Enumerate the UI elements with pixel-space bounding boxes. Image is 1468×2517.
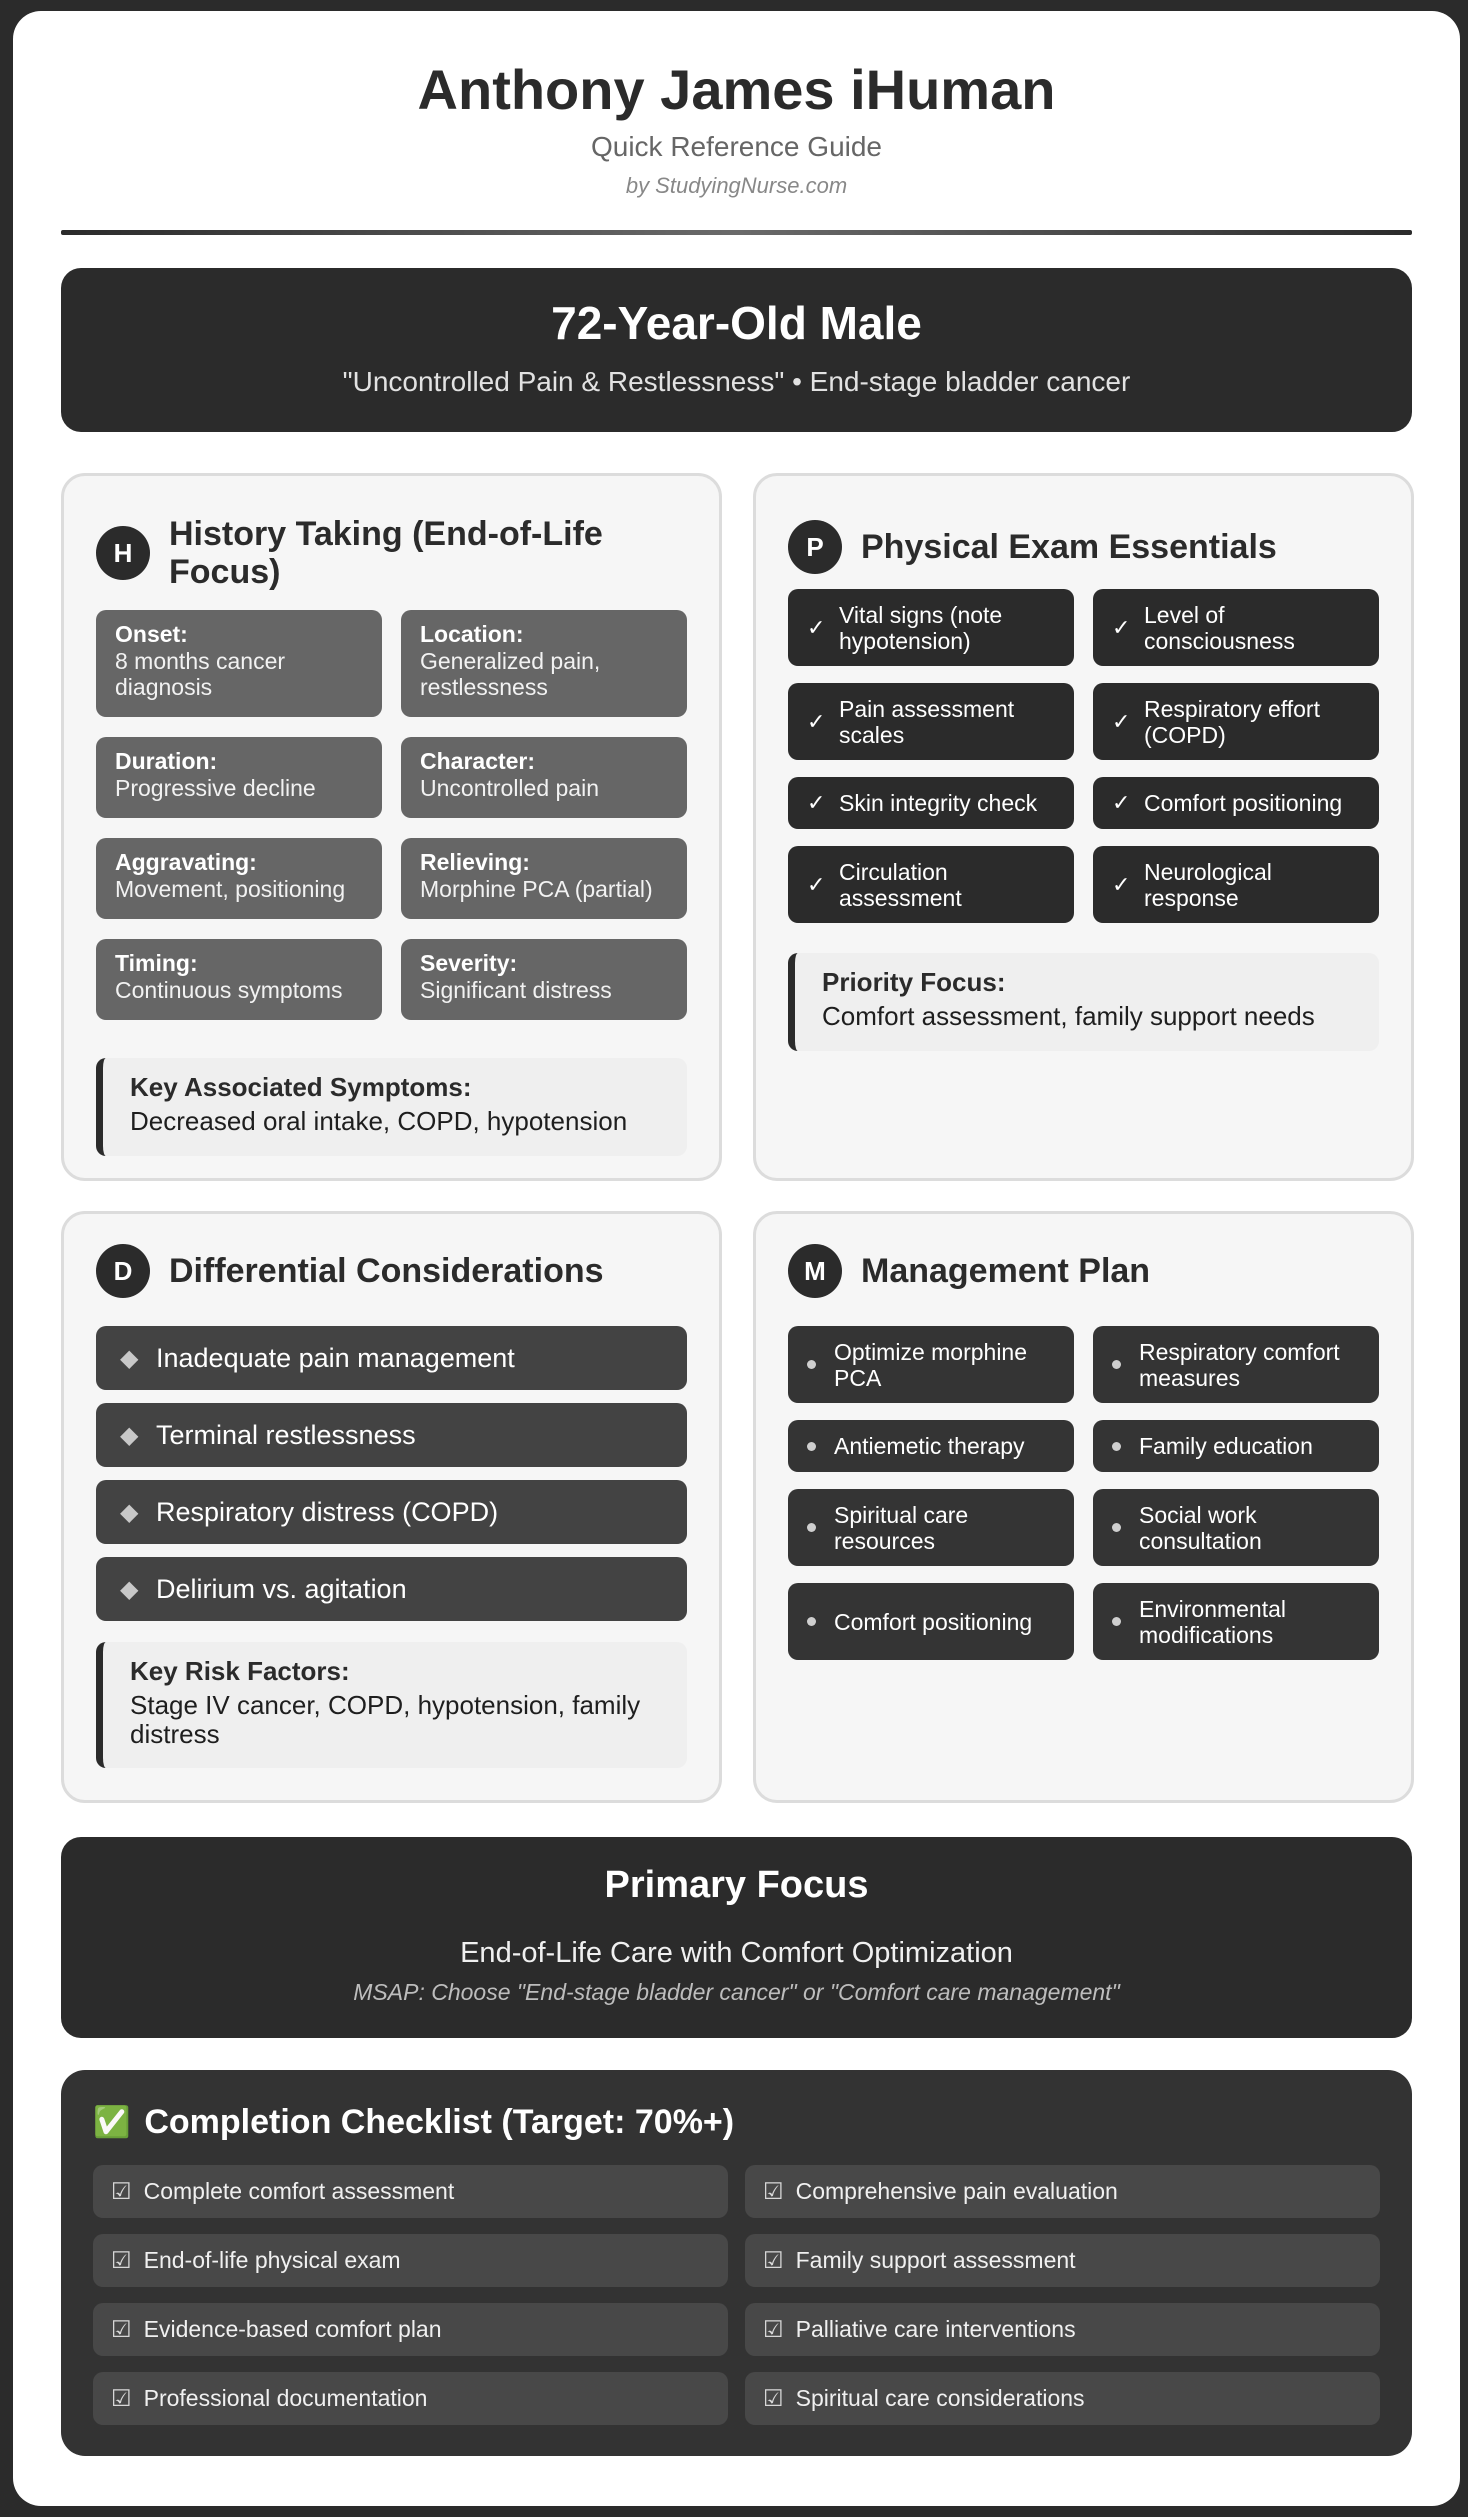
history-title: History Taking (End-of-Life Focus) (169, 515, 603, 591)
history-item-label: Location: (420, 621, 524, 647)
history-item-value: Progressive decline (115, 775, 316, 801)
history-card (61, 473, 722, 1181)
management-item-label: Environmental modifications (1139, 1595, 1287, 1648)
exam-item-label: Pain assessment scales (839, 695, 1015, 748)
checklist-item-label: End-of-life physical exam (143, 2247, 401, 2273)
checklist-item-label: Comprehensive pain evaluation (795, 2178, 1118, 2204)
management-item (1093, 1420, 1379, 1472)
check-icon: ✓ (807, 871, 826, 897)
management-item (1093, 1489, 1379, 1566)
check-icon: ✓ (1112, 614, 1131, 640)
differential-item-label: Delirium vs. agitation (156, 1573, 407, 1604)
history-grid (96, 610, 687, 1020)
history-item-character (401, 737, 687, 818)
management-item (788, 1326, 1074, 1403)
checklist-item (93, 2303, 728, 2356)
checklist-item (745, 2372, 1380, 2425)
history-item-value: Uncontrolled pain (420, 775, 600, 801)
header-divider (61, 230, 1412, 235)
exam-item (788, 683, 1074, 760)
focus-note: MSAP: Choose "End-stage bladder cancer" or "Comfort care management" (353, 1979, 1120, 2005)
diamond-icon: ◆ (120, 1498, 139, 1526)
history-item-relieving (401, 838, 687, 919)
history-item-label: Character: (420, 748, 536, 774)
management-item-label: Optimize morphine PCA (834, 1338, 1028, 1391)
checklist-item (93, 2234, 728, 2287)
patient-summary: "Uncontrolled Pain & Restlessness" • End-stage bladder cancer (342, 366, 1131, 397)
history-badge: H (96, 526, 150, 580)
management-grid (788, 1326, 1379, 1660)
physical-badge: P (788, 520, 842, 574)
exam-item-label: Neurological response (1144, 858, 1272, 911)
management-item-label: Spiritual care resources (834, 1501, 969, 1554)
check-icon: ✓ (807, 790, 826, 815)
differential-item (96, 1326, 687, 1390)
callout-text: Comfort assessment, family support needs (822, 1001, 1315, 1031)
exam-item-label: Vital signs (note hypotension) (839, 601, 1003, 654)
exam-item-label: Skin integrity check (839, 790, 1038, 816)
differential-list (96, 1326, 687, 1634)
patient-title-text: 72-Year-Old Male (551, 297, 922, 349)
history-item-duration (96, 737, 382, 818)
checkbox-icon: ☑ (763, 2385, 784, 2411)
history-item-label: Timing: (115, 950, 198, 976)
physical-exam-card (753, 473, 1414, 1181)
checkbox-icon: ☑ (111, 2316, 132, 2342)
exam-item (788, 777, 1074, 829)
differential-badge: D (96, 1244, 150, 1298)
exam-item (788, 846, 1074, 923)
page-title: Anthony James iHuman (417, 58, 1056, 121)
differential-item (96, 1403, 687, 1467)
diamond-icon: ◆ (120, 1421, 139, 1449)
page-subtitle: Quick Reference Guide (590, 131, 883, 162)
checkbox-icon: ☑ (111, 2247, 132, 2273)
management-item (788, 1420, 1074, 1472)
management-item-label: Family education (1139, 1433, 1313, 1459)
history-item-value: Significant distress (420, 977, 612, 1003)
exam-item (1093, 589, 1379, 666)
check-icon: ✓ (807, 614, 826, 640)
checkbox-icon: ☑ (763, 2316, 784, 2342)
checklist-item (745, 2234, 1380, 2287)
checklist-item (745, 2165, 1380, 2218)
exam-item (1093, 846, 1379, 923)
check-icon: ✓ (807, 708, 826, 734)
callout-text: Stage IV cancer, COPD, hypotension, family distress (130, 1690, 641, 1749)
associated-symptoms-callout (96, 1058, 687, 1156)
physical-card-header (788, 520, 1387, 574)
bullet-icon (1112, 1442, 1121, 1451)
management-item-label: Respiratory comfort measures (1139, 1338, 1340, 1391)
bullet-icon (1112, 1617, 1121, 1626)
checkbox-icon: ☑ (111, 2385, 132, 2411)
history-item-label: Relieving: (420, 849, 530, 875)
history-item-label: Severity: (420, 950, 518, 976)
checklist-grid (93, 2165, 1380, 2425)
history-item-location (401, 610, 687, 717)
check-mark-icon: ✅ (93, 2106, 131, 2139)
history-item-value: Generalized pain, restlessness (420, 648, 601, 700)
differential-item-label: Terminal restlessness (156, 1419, 416, 1450)
management-item-label: Antiemetic therapy (834, 1433, 1025, 1459)
management-item (1093, 1583, 1379, 1660)
priority-focus-callout (788, 953, 1379, 1051)
bullet-icon (807, 1360, 816, 1369)
history-item-onset (96, 610, 382, 717)
checkbox-icon: ☑ (763, 2247, 784, 2273)
management-item-label: Comfort positioning (834, 1608, 1033, 1635)
risk-factors-callout (96, 1642, 687, 1768)
checklist-item (93, 2372, 728, 2425)
bullet-icon (807, 1442, 816, 1451)
management-item (1093, 1326, 1379, 1403)
history-item-severity (401, 939, 687, 1020)
history-item-value: 8 months cancer diagnosis (115, 648, 286, 700)
history-card-header (96, 515, 695, 591)
byline: by StudyingNurse.com (625, 173, 848, 198)
checklist-item (745, 2303, 1380, 2356)
differential-title: Differential Considerations (169, 1252, 604, 1290)
physical-title: Physical Exam Essentials (861, 528, 1277, 566)
history-item-label: Onset: (115, 621, 188, 647)
bullet-icon (807, 1617, 816, 1626)
history-item-label: Aggravating: (115, 849, 257, 875)
callout-title: Priority Focus: (822, 967, 1006, 997)
exam-item (1093, 777, 1379, 829)
focus-title-text: Primary Focus (604, 1864, 869, 1906)
focus-subtitle: End-of-Life Care with Comfort Optimization (460, 1937, 1013, 1969)
checkbox-icon: ☑ (111, 2178, 132, 2204)
checklist-item-label: Evidence-based comfort plan (143, 2316, 442, 2342)
management-card (753, 1211, 1414, 1803)
management-item-label: Social work consultation (1139, 1501, 1262, 1554)
checklist-item-label: Palliative care interventions (795, 2316, 1076, 2342)
check-icon: ✓ (1112, 708, 1131, 734)
exam-item-label: Comfort positioning (1144, 790, 1343, 816)
focus-title (61, 1864, 1412, 1907)
management-badge: M (788, 1244, 842, 1298)
differential-item-label: Inadequate pain management (156, 1342, 515, 1373)
differential-item (96, 1557, 687, 1621)
exam-item (1093, 683, 1379, 760)
checklist-title-text: Completion Checklist (Target: 70%+) (144, 2103, 735, 2141)
diamond-icon: ◆ (120, 1575, 139, 1603)
history-item-timing (96, 939, 382, 1020)
management-item (788, 1489, 1074, 1566)
check-icon: ✓ (1112, 871, 1131, 897)
bullet-icon (1112, 1360, 1121, 1369)
checklist-item-label: Complete comfort assessment (143, 2178, 455, 2204)
differential-item-label: Respiratory distress (COPD) (156, 1496, 499, 1527)
checklist-item-label: Professional documentation (143, 2385, 428, 2411)
bullet-icon (1112, 1523, 1121, 1532)
history-item-aggravating (96, 838, 382, 919)
checklist-item (93, 2165, 728, 2218)
history-item-value: Morphine PCA (partial) (420, 876, 653, 902)
primary-focus-banner (61, 1837, 1412, 2038)
management-card-header (788, 1244, 1387, 1298)
physical-grid (788, 589, 1379, 923)
management-title: Management Plan (861, 1252, 1151, 1290)
callout-text: Decreased oral intake, COPD, hypotension (130, 1106, 628, 1136)
differential-card-header (96, 1244, 695, 1298)
callout-title: Key Associated Symptoms: (130, 1072, 472, 1102)
exam-item-label: Level of consciousness (1144, 601, 1295, 654)
patient-title (61, 296, 1412, 350)
checklist-item-label: Family support assessment (795, 2247, 1076, 2273)
check-icon: ✓ (1112, 790, 1131, 815)
exam-item-label: Respiratory effort (COPD) (1144, 695, 1320, 748)
history-item-value: Movement, positioning (115, 876, 346, 902)
bullet-icon (807, 1523, 816, 1532)
diamond-icon: ◆ (120, 1344, 139, 1372)
exam-item (788, 589, 1074, 666)
differential-item (96, 1480, 687, 1544)
callout-title: Key Risk Factors: (130, 1656, 350, 1686)
checklist-title (93, 2103, 734, 2142)
exam-item-label: Circulation assessment (839, 858, 962, 911)
patient-banner (61, 268, 1412, 432)
checkbox-icon: ☑ (763, 2178, 784, 2204)
differential-card (61, 1211, 722, 1803)
management-item (788, 1583, 1074, 1660)
completion-checklist (61, 2070, 1412, 2456)
checklist-item-label: Spiritual care considerations (795, 2385, 1085, 2411)
history-item-label: Duration: (115, 748, 218, 774)
reference-page (13, 11, 1460, 2506)
page-header (61, 11, 1412, 235)
history-item-value: Continuous symptoms (115, 977, 343, 1003)
